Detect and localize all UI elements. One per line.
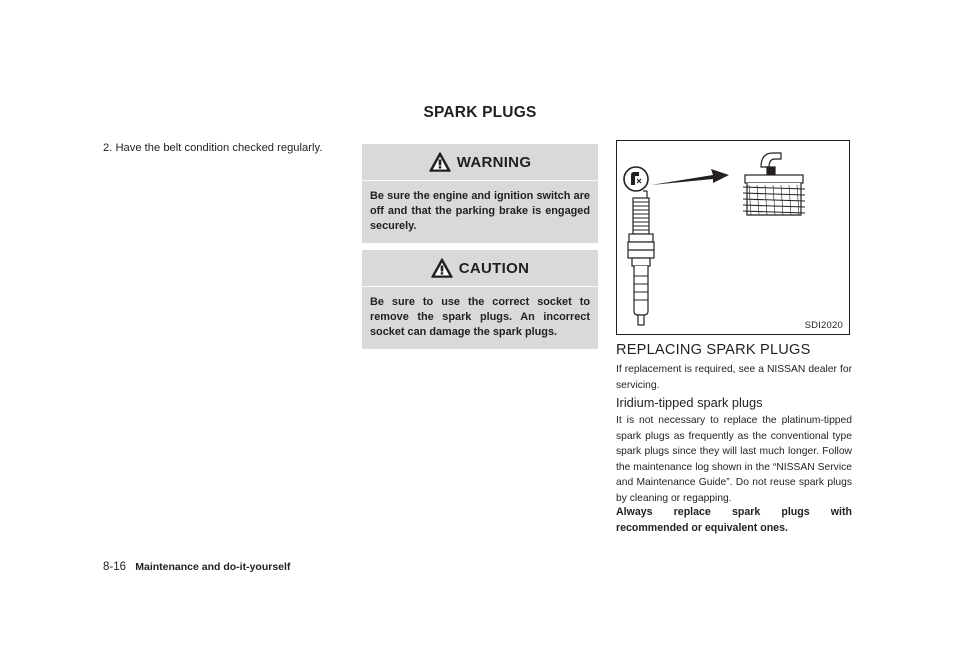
iridium-text: It is not necessary to replace the platinum-tipped spark plugs as frequently as the conventional type spark plugs since they will last much longer. Follow the maintenance log shown in the “NISSAN Service and Maintenance Guide”. Do not reuse spark plugs by cleaning or regapping. [616,415,852,504]
replacing-text: If replacement is required, see a NISSAN dealer for servicing. [616,364,852,391]
caution-icon [431,258,453,278]
magnified-plug-icon [743,153,805,215]
page-footer [103,561,290,573]
warning-heading: WARNING [456,153,532,171]
caution-header [362,250,598,286]
arrow-icon [651,169,729,185]
caution-box [362,250,598,349]
warning-text: Be sure the engine and ignition switch are off and that the parking brake is engaged securely. [362,180,598,243]
spark-plug-icon [624,167,654,325]
iridium-note: Always replace spark plugs with recommended or equivalent ones. [616,506,852,534]
replacing-heading: REPLACING SPARK PLUGS [616,342,811,358]
step-item: 2. Have the belt condition checked regularly. [103,142,323,154]
warning-box [362,144,598,243]
chapter-title: Maintenance and do-it-yourself [135,561,291,573]
spark-plug-illustration [617,141,849,334]
section-title: SPARK PLUGS [423,104,537,121]
spark-plug-figure [616,140,850,335]
iridium-heading: Iridium-tipped spark plugs [616,395,763,410]
warning-header [362,144,598,180]
caution-text: Be sure to use the correct socket to remove the spark plugs. An incorrect socket can damage the spark plugs. [362,286,598,349]
caution-heading: CAUTION [458,259,530,277]
warning-icon [429,152,451,172]
figure-code: SDI2020 [804,320,843,331]
page-number: 8-16 [103,561,127,573]
